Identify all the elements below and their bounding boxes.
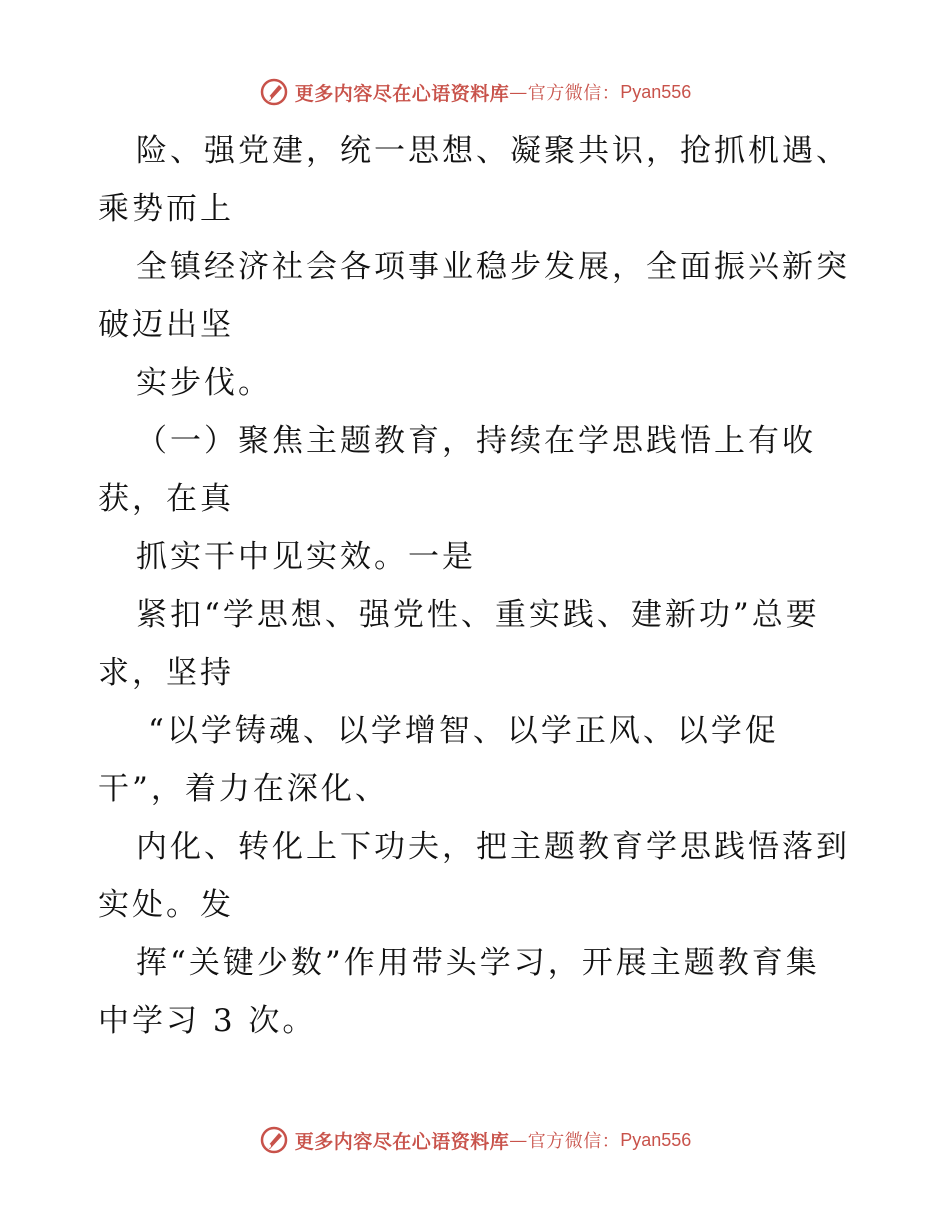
text-line: 内化、转化上下功夫，把主题教育学思践悟落到 [136, 829, 850, 865]
footer-banner-wechat: Pyan556 [620, 1129, 692, 1150]
footer-banner-main: 更多内容尽在心语资料库 [294, 1130, 510, 1153]
text-line: 实步伐。 [136, 365, 272, 401]
header-banner-dash: — [509, 81, 528, 103]
header-banner-wechat: Pyan556 [620, 81, 692, 102]
text-line: 求，坚持 [98, 655, 234, 691]
text-line: “以学铸魂、以学增智、以学正风、以学促 [148, 713, 779, 749]
text-line: 乘势而上 [98, 191, 234, 227]
footer-banner [0, 1120, 950, 1160]
text-line: 抓实干中见实效。一是 [136, 539, 476, 575]
text-line: 干”，着力在深化、 [98, 771, 389, 807]
text-line: 中学习 3 次。 [98, 1003, 317, 1039]
text-line: 破迈出坚 [98, 307, 234, 343]
pen-nib-seal-icon [259, 77, 289, 107]
text-line: （一）聚焦主题教育，持续在学思践悟上有收 [136, 423, 816, 459]
footer-banner-sub: 官方微信： [527, 1131, 621, 1152]
header-banner-main: 更多内容尽在心语资料库 [294, 82, 510, 105]
text-line: 紧扣“学思想、强党性、重实践、建新功”总要 [136, 597, 820, 633]
footer-banner-dash: — [509, 1129, 528, 1151]
header-banner-sub: 官方微信： [527, 83, 621, 104]
document-body [98, 122, 858, 1050]
pen-nib-seal-icon [259, 1125, 289, 1155]
text-line: 挥“关键少数”作用带头学习，开展主题教育集 [136, 945, 820, 981]
text-line: 险、强党建，统一思想、凝聚共识，抢抓机遇、 [136, 133, 850, 169]
text-line: 实处。发 [98, 887, 234, 923]
text-line: 获，在真 [98, 481, 234, 517]
text-line: 全镇经济社会各项事业稳步发展，全面振兴新突 [136, 249, 850, 285]
header-banner [0, 72, 950, 112]
